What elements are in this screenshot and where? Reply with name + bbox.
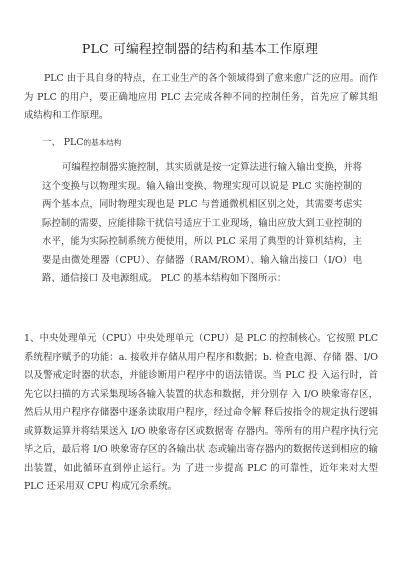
- structure-paragraph: 可编程控制器实施控制，其实质就是按一定算法进行输入输出变换，并将这个变换与以物理实现。输入输出变换、物理实现可以说是 PLC 实施控制的两个基本点，同时物理实现也是 PLC 与普通微机相区别之处，其需要考虑实际控制的需要，应能排除干扰信号适应于工业现场，输出应放大到工业控制的水平，能为实际控制系统方便使用，所以 PLC 采用了典型的计算机结构，主要是由微处理器（CPU）、存储器（RAM/ROM）、输入输出接口（I/O）电路、通信接口 及电源组成。 PLC 的基本结构如下图所示：: [42, 162, 363, 284]
- document-title: PLC 可编程控制器的结构和基本工作原理: [81, 41, 319, 56]
- cpu-paragraph: 1、中央处理单元（CPU）中央处理单元（CPU）是 PLC 的控制核心。它按照 PLC 系统程序赋予的功能：a. 接收并存储从用户程序和数据；b. 检查电源、存储 器、I/O 以及警戒定时器的状态，并能诊断用户程序中的语法错误。当 PLC 投 入运行时，首先它以扫描的方式采集现场各输入装置的状态和数据，并分别存 入 I/O 映象寄存区，然后从用户程序存储器中逐条读取用户程序，经过命令解 释后按指令的规定执行逻辑或算数运算并将结果送入 I/O 映象寄存区或数据寄 存器内。等所有的用户程序执行完毕之后，最后将 I/O 映象寄存区的各输出状 态或输出寄存器内的数据传送到相应的输出装置，如此循环直到停止运行。为 了进一步提高 PLC 的可靠性，近年来对大型 PLC 还采用双 CPU 构成冗余系统。: [24, 333, 378, 492]
- section-heading-title: 的基本结构: [83, 138, 122, 147]
- section-heading-prefix: 一、 PLC: [42, 137, 84, 148]
- section-heading: [42, 136, 121, 150]
- intro-paragraph: PLC 由于具自身的特点，在工业生产的各个领域得到了愈来愈广泛的应用。而作为 PLC 的用户，要正确地应用 PLC 去完成各种不同的控制任务，首先应了解其组 成结构和工作原理。: [24, 73, 378, 121]
